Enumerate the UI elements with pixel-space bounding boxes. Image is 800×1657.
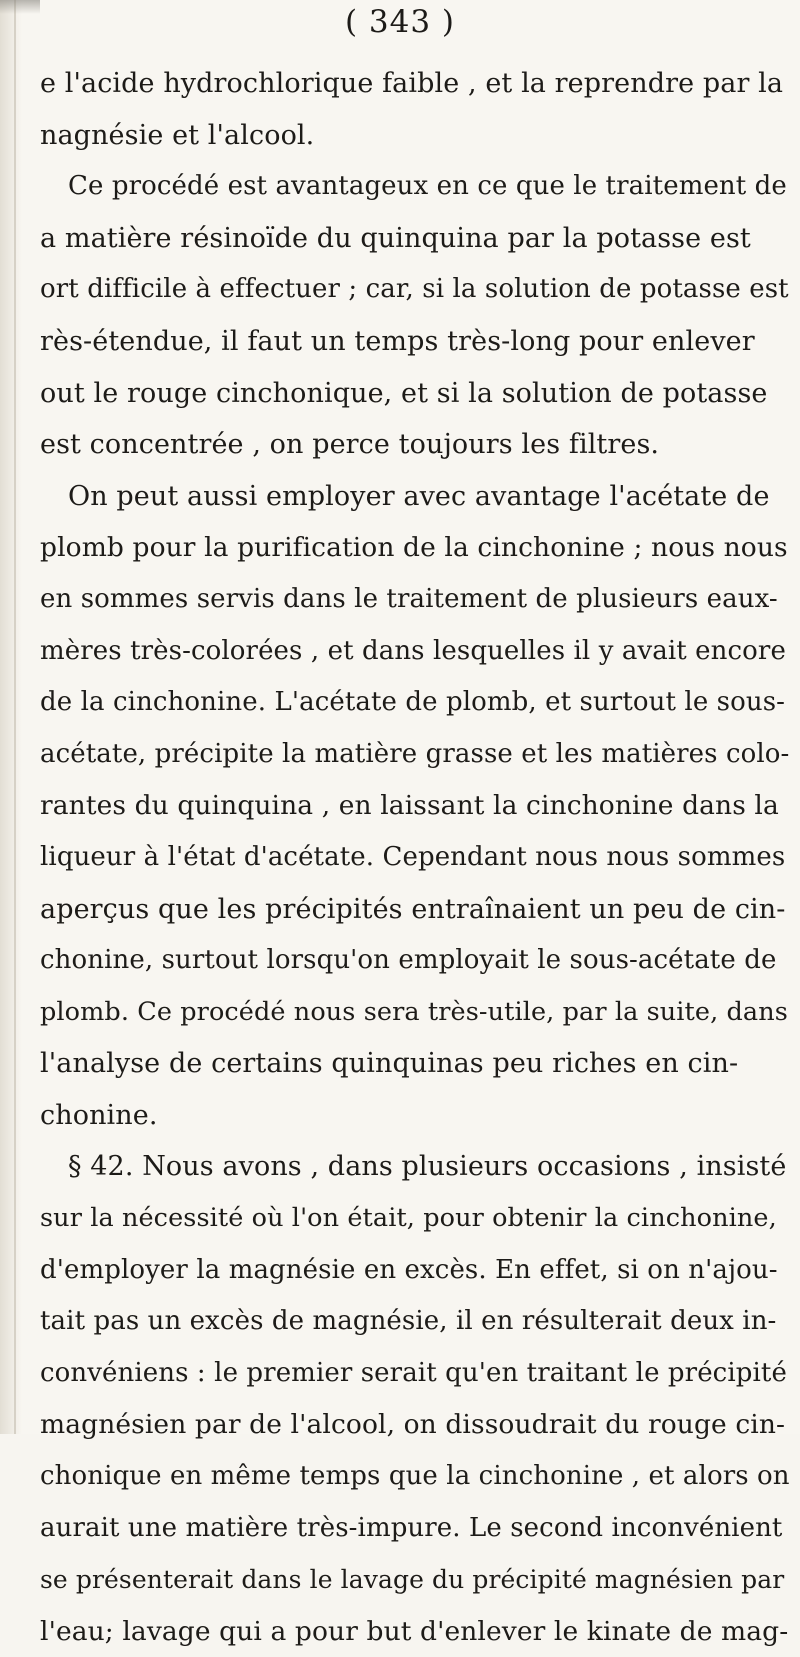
text-line: § 42. Nous avons , dans plusieurs occasions , insisté [68, 1151, 787, 1183]
text-line: aperçus que les précipités entraînaient un peu de cin- [40, 893, 786, 925]
text-line: plomb. Ce procédé nous sera très-utile, par la suite, dans [40, 996, 788, 1027]
page-number: ( 343 ) [344, 4, 456, 40]
text-line: d'employer la magnésie en excès. En effet, si on n'ajou- [40, 1254, 778, 1285]
text-line: rès-étendue, il faut un temps très-long pour enlever [40, 325, 755, 357]
text-line: de la cinchonine. L'acétate de plomb, et surtout le sous- [40, 687, 786, 718]
body-text [40, 58, 790, 1657]
binding-line [14, 0, 16, 1434]
text-line: ort difficile à effectuer ; car, si la solution de potasse est [40, 274, 789, 305]
text-line: en sommes servis dans le traitement de plusieurs eaux- [40, 583, 778, 614]
text-line: out le rouge cinchonique, et si la solution de potasse [40, 377, 768, 409]
text-line: chonique en même temps que la cinchonine , et alors on [40, 1461, 790, 1492]
text-line: plomb pour la purification de la cinchonine ; nous nous [40, 532, 788, 564]
text-line: tait pas un excès de magnésie, il en résulterait deux in- [40, 1306, 777, 1337]
text-line: aurait une matière très-impure. Le second inconvénient [40, 1512, 783, 1543]
text-line: Ce procédé est avantageux en ce que le traitement de [68, 171, 787, 202]
text-line: sur la nécessité où l'on était, pour obtenir la cinchonine, [40, 1203, 777, 1234]
text-line: rantes du quinquina , en laissant la cinchonine dans la [40, 790, 779, 822]
text-line: convéniens : le premier serait qu'en traitant le précipité [40, 1357, 787, 1388]
text-line: l'analyse de certains quinquinas peu riches en cin- [40, 1048, 739, 1080]
text-line: mères très-colorées , et dans lesquelles il y avait encore [40, 635, 786, 666]
text-line: e l'acide hydrochlorique faible , et la reprendre par la [40, 68, 784, 99]
text-line: On peut aussi employer avec avantage l'acétate de [68, 480, 770, 512]
text-line: se présenterait dans le lavage du précipité magnésien par [40, 1565, 785, 1595]
text-line: acétate, précipite la matière grasse et les matières colo- [40, 738, 790, 769]
text-line: magnésien par de l'alcool, on dissoudrait du rouge cin- [40, 1409, 786, 1441]
text-line: liqueur à l'état d'acétate. Cependant nous nous sommes [40, 841, 786, 872]
text-line: nagnésie et l'alcool. [40, 119, 315, 151]
text-line: l'eau; lavage qui a pour but d'enlever le kinate de mag- [40, 1615, 789, 1647]
binding-shadow [0, 0, 22, 1434]
text-line: chonine. [40, 1099, 158, 1131]
text-line: est concentrée , on perce toujours les filtres. [40, 429, 660, 461]
text-line: chonine, surtout lorsqu'on employait le sous-acétate de [40, 945, 777, 976]
text-line: a matière résinoïde du quinquina par la potasse est [40, 222, 751, 254]
